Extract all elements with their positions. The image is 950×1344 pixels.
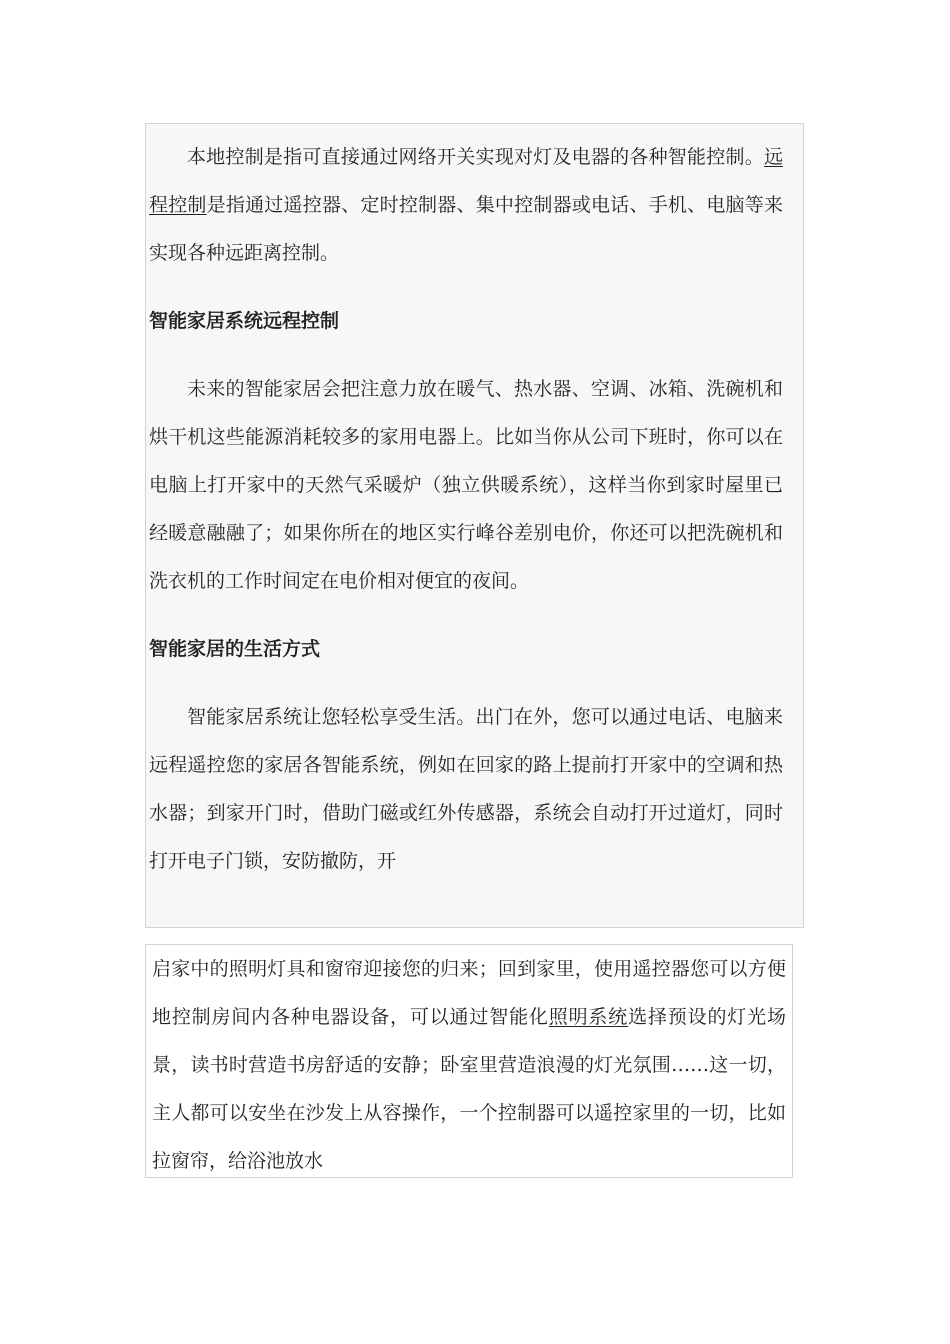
paragraph-lifestyle-continued <box>152 945 792 1185</box>
paragraph-text: 是指通过遥控器、定时控制器、集中控制器或电话、手机、电脑等来实现各种远距离控制。 <box>149 194 783 264</box>
content-block-lower <box>145 944 793 1178</box>
heading-lifestyle: 智能家居的生活方式 <box>149 638 321 660</box>
remote-control-link[interactable]: 远程控制 <box>149 146 783 216</box>
paragraph-future-smart-home: 未来的智能家居会把注意力放在暖气、热水器、空调、冰箱、洗碗机和烘干机这些能源消耗较多的家用电器上。比如当你从公司下班时，你可以在电脑上打开家中的天然气采暖炉（独立供暖系统），这样当你到家时屋里已经暖意融融了；如果你所在的地区实行峰谷差别电价，你还可以把洗碗机和洗衣机的工作时间定在电价相对便宜的夜间。 <box>149 378 783 592</box>
content-block-upper <box>145 123 804 928</box>
paragraph-lifestyle: 智能家居系统让您轻松享受生活。出门在外，您可以通过电话、电脑来远程遥控您的家居各智能系统，例如在回家的路上提前打开家中的空调和热水器；到家开门时，借助门磁或红外传感器，系统会自动打开过道灯，同时打开电子门锁，安防撤防，开 <box>149 706 783 872</box>
paragraph-text: 本地控制是指可直接通过网络开关实现对灯及电器的各种智能控制。 <box>187 146 764 168</box>
heading-remote-control: 智能家居系统远程控制 <box>149 310 340 332</box>
paragraph-text: 启家中的照明灯具和窗帘迎接您的归来；回到家里，使用遥控器您可以方便地控制房间内各种电器设备，可以通过智能化 <box>152 958 786 1028</box>
paragraph-local-remote-control <box>149 124 803 277</box>
paragraph-text: 选择预设的灯光场景，读书时营造书房舒适的安静；卧室里营造浪漫的灯光氛围……这一切，主人都可以安坐在沙发上从容操作，一个控制器可以遥控家里的一切，比如拉窗帘，给浴池放水 <box>152 1006 786 1172</box>
lighting-system-link[interactable]: 照明系统 <box>548 1006 629 1028</box>
